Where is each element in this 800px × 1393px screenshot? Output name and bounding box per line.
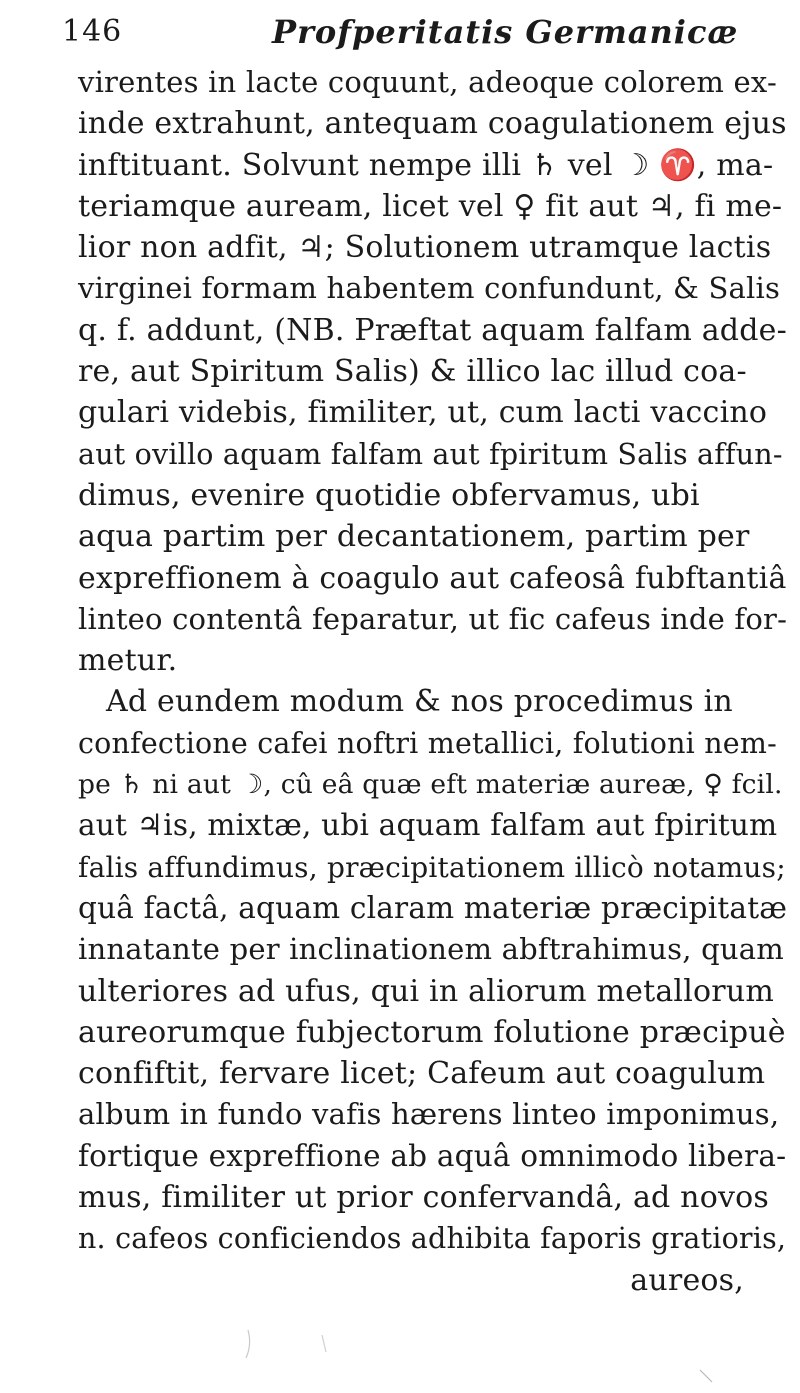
text-line: confiftit, fervare licet; Cafeum aut coagulum [78, 1056, 766, 1092]
text-line: album in fundo vafis hærens linteo imponimus, [78, 1097, 780, 1132]
text-line: virentes in lacte coquunt, adeoque colorem ex- [78, 65, 777, 99]
text-line: q. f. addunt, (NB. Præftat aquam falfam adde- [78, 312, 787, 348]
text-line: inftituant. Solvunt nempe illi ♄ vel ☽ ♈, ma- [78, 147, 774, 183]
text-line: n. cafeos conficiendos adhibita faporis gratioris, [78, 1222, 787, 1256]
text-line: falis affundimus, præcipitationem illicò notamus; [78, 850, 786, 884]
text-line: ulteriores ad ufus, qui in aliorum metallorum [78, 973, 774, 1009]
text-line: mus, fimiliter ut prior confervandâ, ad novos [78, 1180, 769, 1216]
text-line: aqua partim per decantationem, partim per [78, 519, 750, 555]
text-line: lior non adfit, ♃; Solutionem utramque lactis [78, 230, 772, 266]
text-line: aut ovillo aquam falfam aut fpiritum Salis affun- [78, 437, 783, 471]
faint-ink-mark [322, 1335, 326, 1352]
text-line: aut ♃is, mixtæ, ubi aquam falfam aut fpiritum [78, 808, 778, 843]
text-line: re, aut Spiritum Salis) & illico lac illud coa- [78, 354, 747, 390]
text-line: confectione cafei noftri metallici, folutioni nem- [78, 726, 777, 760]
text-line: fortique expreffione ab aquâ omnimodo libera- [78, 1138, 787, 1173]
text-line: gulari videbis, fimiliter, ut, cum lacti vaccino [78, 395, 768, 431]
text-line: teriamque auream, licet vel ♀ fit aut ♃, fi me- [78, 188, 783, 224]
page-header [62, 12, 762, 60]
text-line: Ad eundem modum & nos procedimus in [106, 684, 733, 720]
text-line: metur. [78, 643, 178, 679]
bottom-margin-marks [0, 1290, 800, 1390]
faint-ink-mark [700, 1370, 712, 1382]
text-line: innatante per inclinationem abftrahimus, quam [78, 932, 784, 967]
text-line: dimus, evenire quotidie obfervamus, ubi [78, 477, 700, 513]
text-line: expreffionem à coagulo aut cafeosâ fubftantiâ [78, 560, 787, 596]
running-title: Profperitatis Germanicæ [272, 13, 739, 51]
text-line: aureorumque fubjectorum folutione præcipuè [78, 1014, 786, 1050]
faint-ink-mark [246, 1330, 250, 1358]
text-line: inde extrahunt, antequam coagulationem ejus [78, 106, 787, 142]
body-text [78, 62, 788, 1301]
text-line: linteo contentâ feparatur, ut fic cafeus inde for- [78, 601, 788, 636]
catchword: aureos, [630, 1262, 744, 1298]
text-line: virginei formam habentem confundunt, & Salis [78, 271, 781, 306]
page-number: 146 [62, 14, 123, 49]
text-line: pe ♄ ni aut ☽, cû eâ quæ eft materiæ aureæ, ♀ fcil. [78, 769, 783, 801]
text-line: quâ factâ, aquam claram materiæ præcipitatæ [78, 890, 788, 925]
